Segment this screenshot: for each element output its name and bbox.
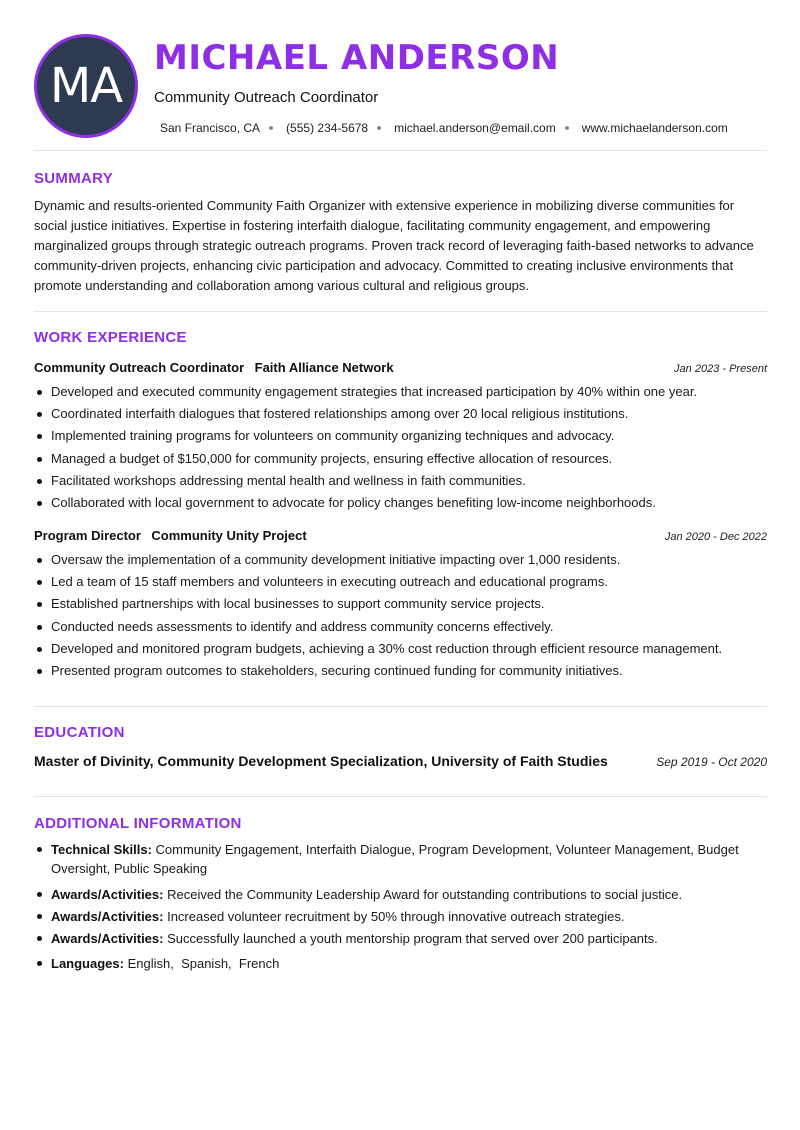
list-item: Oversaw the implementation of a community development initiative impacting over 1,000 residents. [34,549,767,571]
separator-dot-icon [377,126,381,130]
item-text: English, Spanish, French [127,956,280,971]
education-entry [34,753,767,769]
list-item: Collaborated with local government to advocate for policy changes benefiting low-income neighborhoods. [34,492,767,514]
list-item: Coordinated interfaith dialogues that fostered relationships among over 20 local religious institutions. [34,403,767,425]
item-label: Awards/Activities: [51,887,164,902]
item-label: Awards/Activities: [51,931,164,946]
additional-heading: ADDITIONAL INFORMATION [34,815,242,832]
candidate-title: Community Outreach Coordinator [154,89,379,106]
item-text: Community Engagement, Interfaith Dialogue, Program Development, Volunteer Management, Budget Oversight, Public Speaking [51,842,739,876]
list-item [34,885,767,904]
item-text: Successfully launched a youth mentorship program that served over 200 participants. [167,931,658,946]
avatar: MA [34,34,138,138]
job-header [34,359,767,377]
list-item: Presented program outcomes to stakeholders, securing continued funding for community initiatives. [34,660,767,682]
job-company: Faith Alliance Network [254,360,394,375]
divider [34,796,767,797]
job-role: Program Director [34,528,141,543]
item-label: Technical Skills: [51,842,152,857]
divider [34,311,767,312]
list-item: Developed and executed community engagement strategies that increased participation by 40% within one year. [34,381,767,403]
education-heading: EDUCATION [34,724,125,741]
education-degree: Master of Divinity, Community Development Specialization, University of Faith Studies [34,753,608,769]
contact-phone: (555) 234-5678 [286,121,369,135]
list-item [34,954,767,973]
item-text: Increased volunteer recruitment by 50% through innovative outreach strategies. [167,909,625,924]
list-item: Implemented training programs for volunteers on community organizing techniques and advocacy. [34,425,767,447]
list-item [34,907,767,926]
divider [34,706,767,707]
resume-header [0,0,800,150]
additional-list [34,840,767,973]
contact-website[interactable]: www.michaelanderson.com [581,121,728,135]
contact-email[interactable]: michael.anderson@email.com [394,121,556,135]
candidate-name: MICHAEL ANDERSON [154,38,560,78]
experience-heading: WORK EXPERIENCE [34,329,187,346]
job-header [34,527,767,545]
list-item: Managed a budget of $150,000 for community projects, ensuring effective allocation of resources. [34,448,767,470]
job-bullets [34,549,767,682]
list-item [34,840,767,878]
list-item: Developed and monitored program budgets, achieving a 30% cost reduction through efficient resource management. [34,638,767,660]
list-item: Established partnerships with local businesses to support community service projects. [34,593,767,615]
list-item [34,929,767,948]
summary-text: Dynamic and results-oriented Community Faith Organizer with extensive experience in mobilizing diverse communities for social justice initiatives. Expertise in fostering interfaith dialogue, facilitating community engagement, and empowering marginalized groups through strategic outreach programs. Proven track record of leveraging faith-based networks to advance community-driven projects, enhancing civic participation and advocacy. Committed to creating inclusive environments that promote understanding and collaboration among various cultural and religious groups. [34,198,754,293]
list-item: Facilitated workshops addressing mental health and wellness in faith communities. [34,470,767,492]
item-text: Received the Community Leadership Award for outstanding contributions to social justice. [167,887,683,902]
education-dates: Sep 2019 - Oct 2020 [656,755,767,769]
job-dates: Jan 2020 - Dec 2022 [664,531,767,543]
job-bullets [34,381,767,514]
list-item: Conducted needs assessments to identify and address community concerns effectively. [34,616,767,638]
contact-location: San Francisco, CA [160,121,261,135]
item-label: Awards/Activities: [51,909,164,924]
divider [34,150,767,151]
summary-heading: SUMMARY [34,170,114,187]
job-dates: Jan 2023 - Present [674,363,767,375]
job-role: Community Outreach Coordinator [34,360,245,375]
list-item: Led a team of 15 staff members and volunteers in executing outreach and educational programs. [34,571,767,593]
contact-line [160,121,728,135]
separator-dot-icon [565,126,569,130]
job-company: Community Unity Project [151,528,307,543]
separator-dot-icon [269,126,273,130]
item-label: Languages: [51,956,124,971]
